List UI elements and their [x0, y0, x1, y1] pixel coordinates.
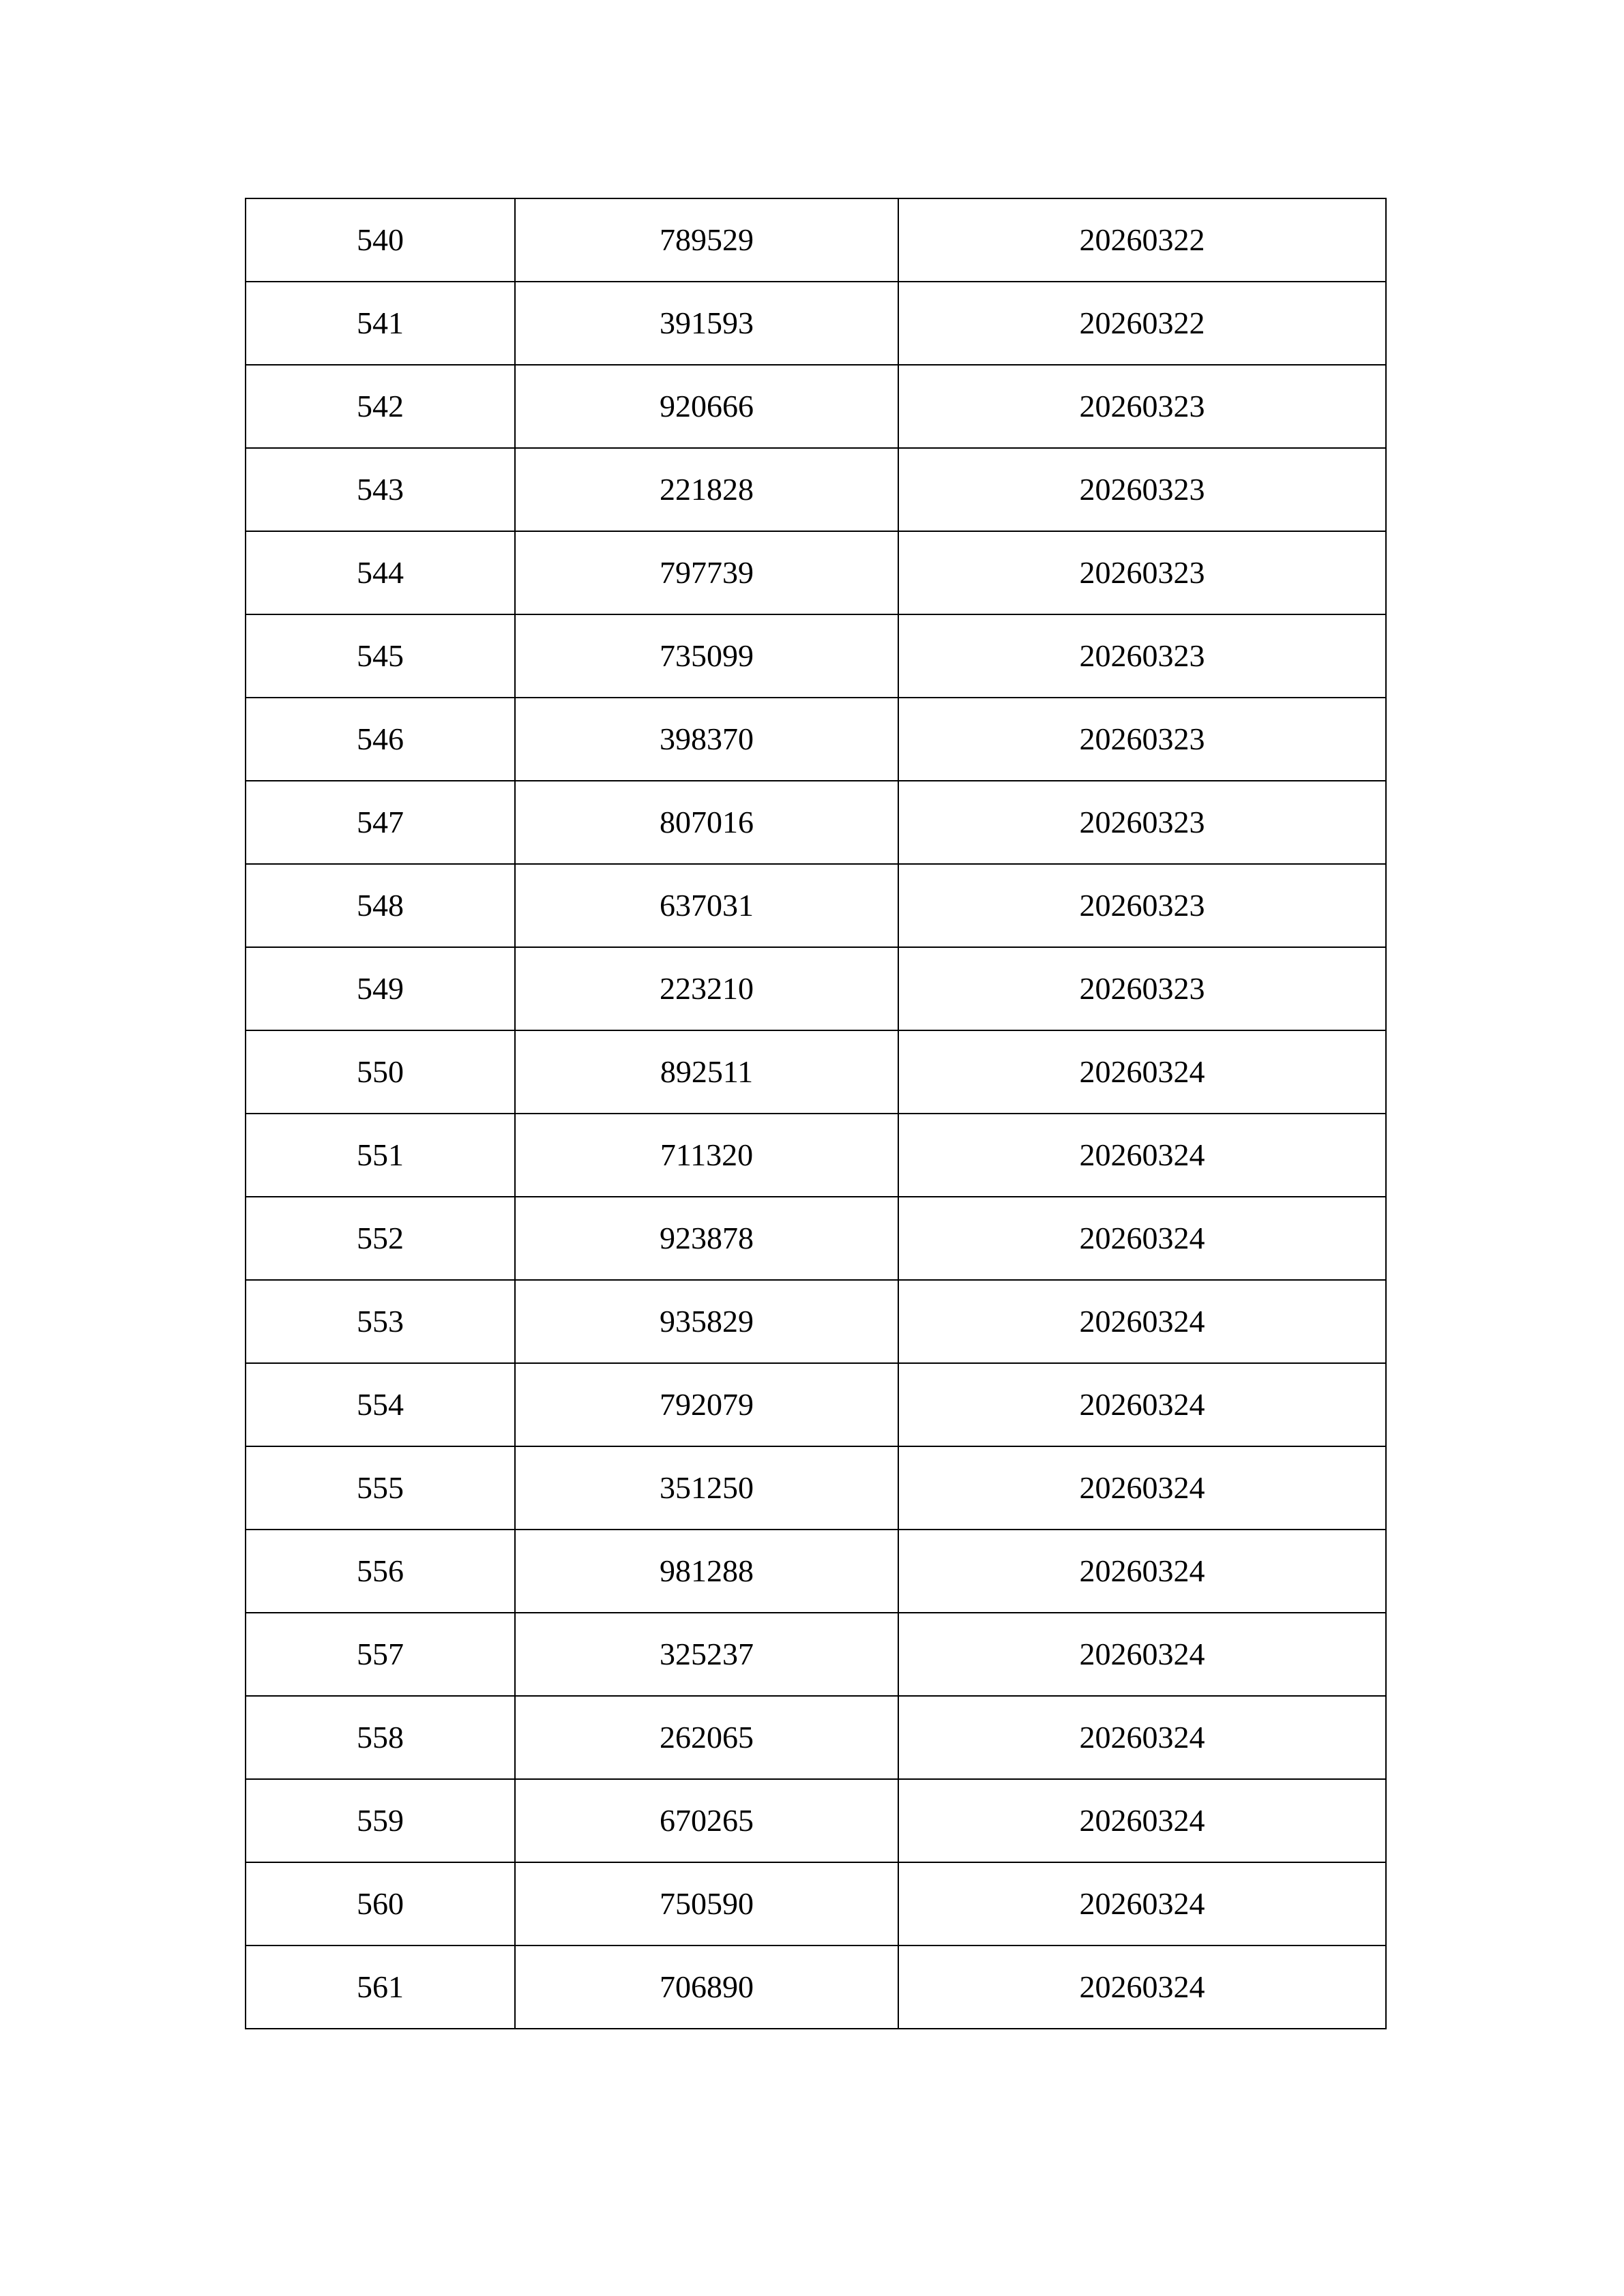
cell-date: 20260324: [898, 1363, 1386, 1446]
table-body: [246, 198, 1386, 2029]
cell-date: 20260324: [898, 1030, 1386, 1114]
cell-date: 20260324: [898, 1446, 1386, 1530]
cell-date: 20260324: [898, 1197, 1386, 1280]
table-row: [246, 864, 1386, 947]
table-row: [246, 1862, 1386, 1945]
cell-date: 20260322: [898, 282, 1386, 365]
cell-serial-number: 548: [246, 864, 515, 947]
cell-serial-number: 546: [246, 698, 515, 781]
cell-code: 923878: [515, 1197, 898, 1280]
cell-date: 20260323: [898, 864, 1386, 947]
cell-serial-number: 544: [246, 531, 515, 614]
cell-date: 20260323: [898, 365, 1386, 448]
table-row: [246, 1197, 1386, 1280]
cell-date: 20260323: [898, 781, 1386, 864]
cell-serial-number: 540: [246, 198, 515, 282]
cell-date: 20260324: [898, 1696, 1386, 1779]
cell-serial-number: 541: [246, 282, 515, 365]
table-row: [246, 1280, 1386, 1363]
cell-serial-number: 550: [246, 1030, 515, 1114]
table-row: [246, 1114, 1386, 1197]
cell-serial-number: 557: [246, 1613, 515, 1696]
cell-date: 20260324: [898, 1280, 1386, 1363]
cell-date: 20260324: [898, 1945, 1386, 2029]
cell-serial-number: 556: [246, 1530, 515, 1613]
cell-serial-number: 547: [246, 781, 515, 864]
data-table: [245, 198, 1387, 2029]
cell-code: 221828: [515, 448, 898, 531]
cell-date: 20260323: [898, 614, 1386, 698]
cell-code: 325237: [515, 1613, 898, 1696]
cell-date: 20260324: [898, 1613, 1386, 1696]
table-row: [246, 1530, 1386, 1613]
cell-serial-number: 551: [246, 1114, 515, 1197]
table-row: [246, 1363, 1386, 1446]
cell-date: 20260324: [898, 1779, 1386, 1862]
cell-date: 20260323: [898, 698, 1386, 781]
table-row: [246, 1446, 1386, 1530]
cell-serial-number: 559: [246, 1779, 515, 1862]
table-row: [246, 365, 1386, 448]
cell-date: 20260323: [898, 947, 1386, 1030]
cell-code: 920666: [515, 365, 898, 448]
cell-serial-number: 549: [246, 947, 515, 1030]
cell-code: 398370: [515, 698, 898, 781]
cell-serial-number: 545: [246, 614, 515, 698]
table-row: [246, 1779, 1386, 1862]
cell-serial-number: 553: [246, 1280, 515, 1363]
table-row: [246, 947, 1386, 1030]
cell-code: 892511: [515, 1030, 898, 1114]
cell-code: 797739: [515, 531, 898, 614]
cell-code: 637031: [515, 864, 898, 947]
cell-code: 223210: [515, 947, 898, 1030]
cell-serial-number: 542: [246, 365, 515, 448]
cell-serial-number: 558: [246, 1696, 515, 1779]
cell-date: 20260323: [898, 531, 1386, 614]
cell-date: 20260324: [898, 1862, 1386, 1945]
cell-code: 262065: [515, 1696, 898, 1779]
cell-code: 789529: [515, 198, 898, 282]
table-row: [246, 614, 1386, 698]
cell-date: 20260324: [898, 1114, 1386, 1197]
cell-code: 981288: [515, 1530, 898, 1613]
cell-serial-number: 560: [246, 1862, 515, 1945]
cell-code: 391593: [515, 282, 898, 365]
table-row: [246, 698, 1386, 781]
cell-date: 20260324: [898, 1530, 1386, 1613]
table-row: [246, 531, 1386, 614]
cell-serial-number: 555: [246, 1446, 515, 1530]
cell-code: 807016: [515, 781, 898, 864]
table-row: [246, 1696, 1386, 1779]
table-row: [246, 198, 1386, 282]
table-row: [246, 781, 1386, 864]
cell-date: 20260322: [898, 198, 1386, 282]
cell-serial-number: 552: [246, 1197, 515, 1280]
cell-code: 750590: [515, 1862, 898, 1945]
cell-code: 670265: [515, 1779, 898, 1862]
cell-code: 792079: [515, 1363, 898, 1446]
table-row: [246, 1613, 1386, 1696]
table-row: [246, 1945, 1386, 2029]
cell-serial-number: 554: [246, 1363, 515, 1446]
table-row: [246, 1030, 1386, 1114]
cell-code: 351250: [515, 1446, 898, 1530]
cell-serial-number: 543: [246, 448, 515, 531]
cell-code: 935829: [515, 1280, 898, 1363]
cell-code: 735099: [515, 614, 898, 698]
cell-date: 20260323: [898, 448, 1386, 531]
table-row: [246, 448, 1386, 531]
cell-code: 706890: [515, 1945, 898, 2029]
cell-code: 711320: [515, 1114, 898, 1197]
cell-serial-number: 561: [246, 1945, 515, 2029]
table-row: [246, 282, 1386, 365]
